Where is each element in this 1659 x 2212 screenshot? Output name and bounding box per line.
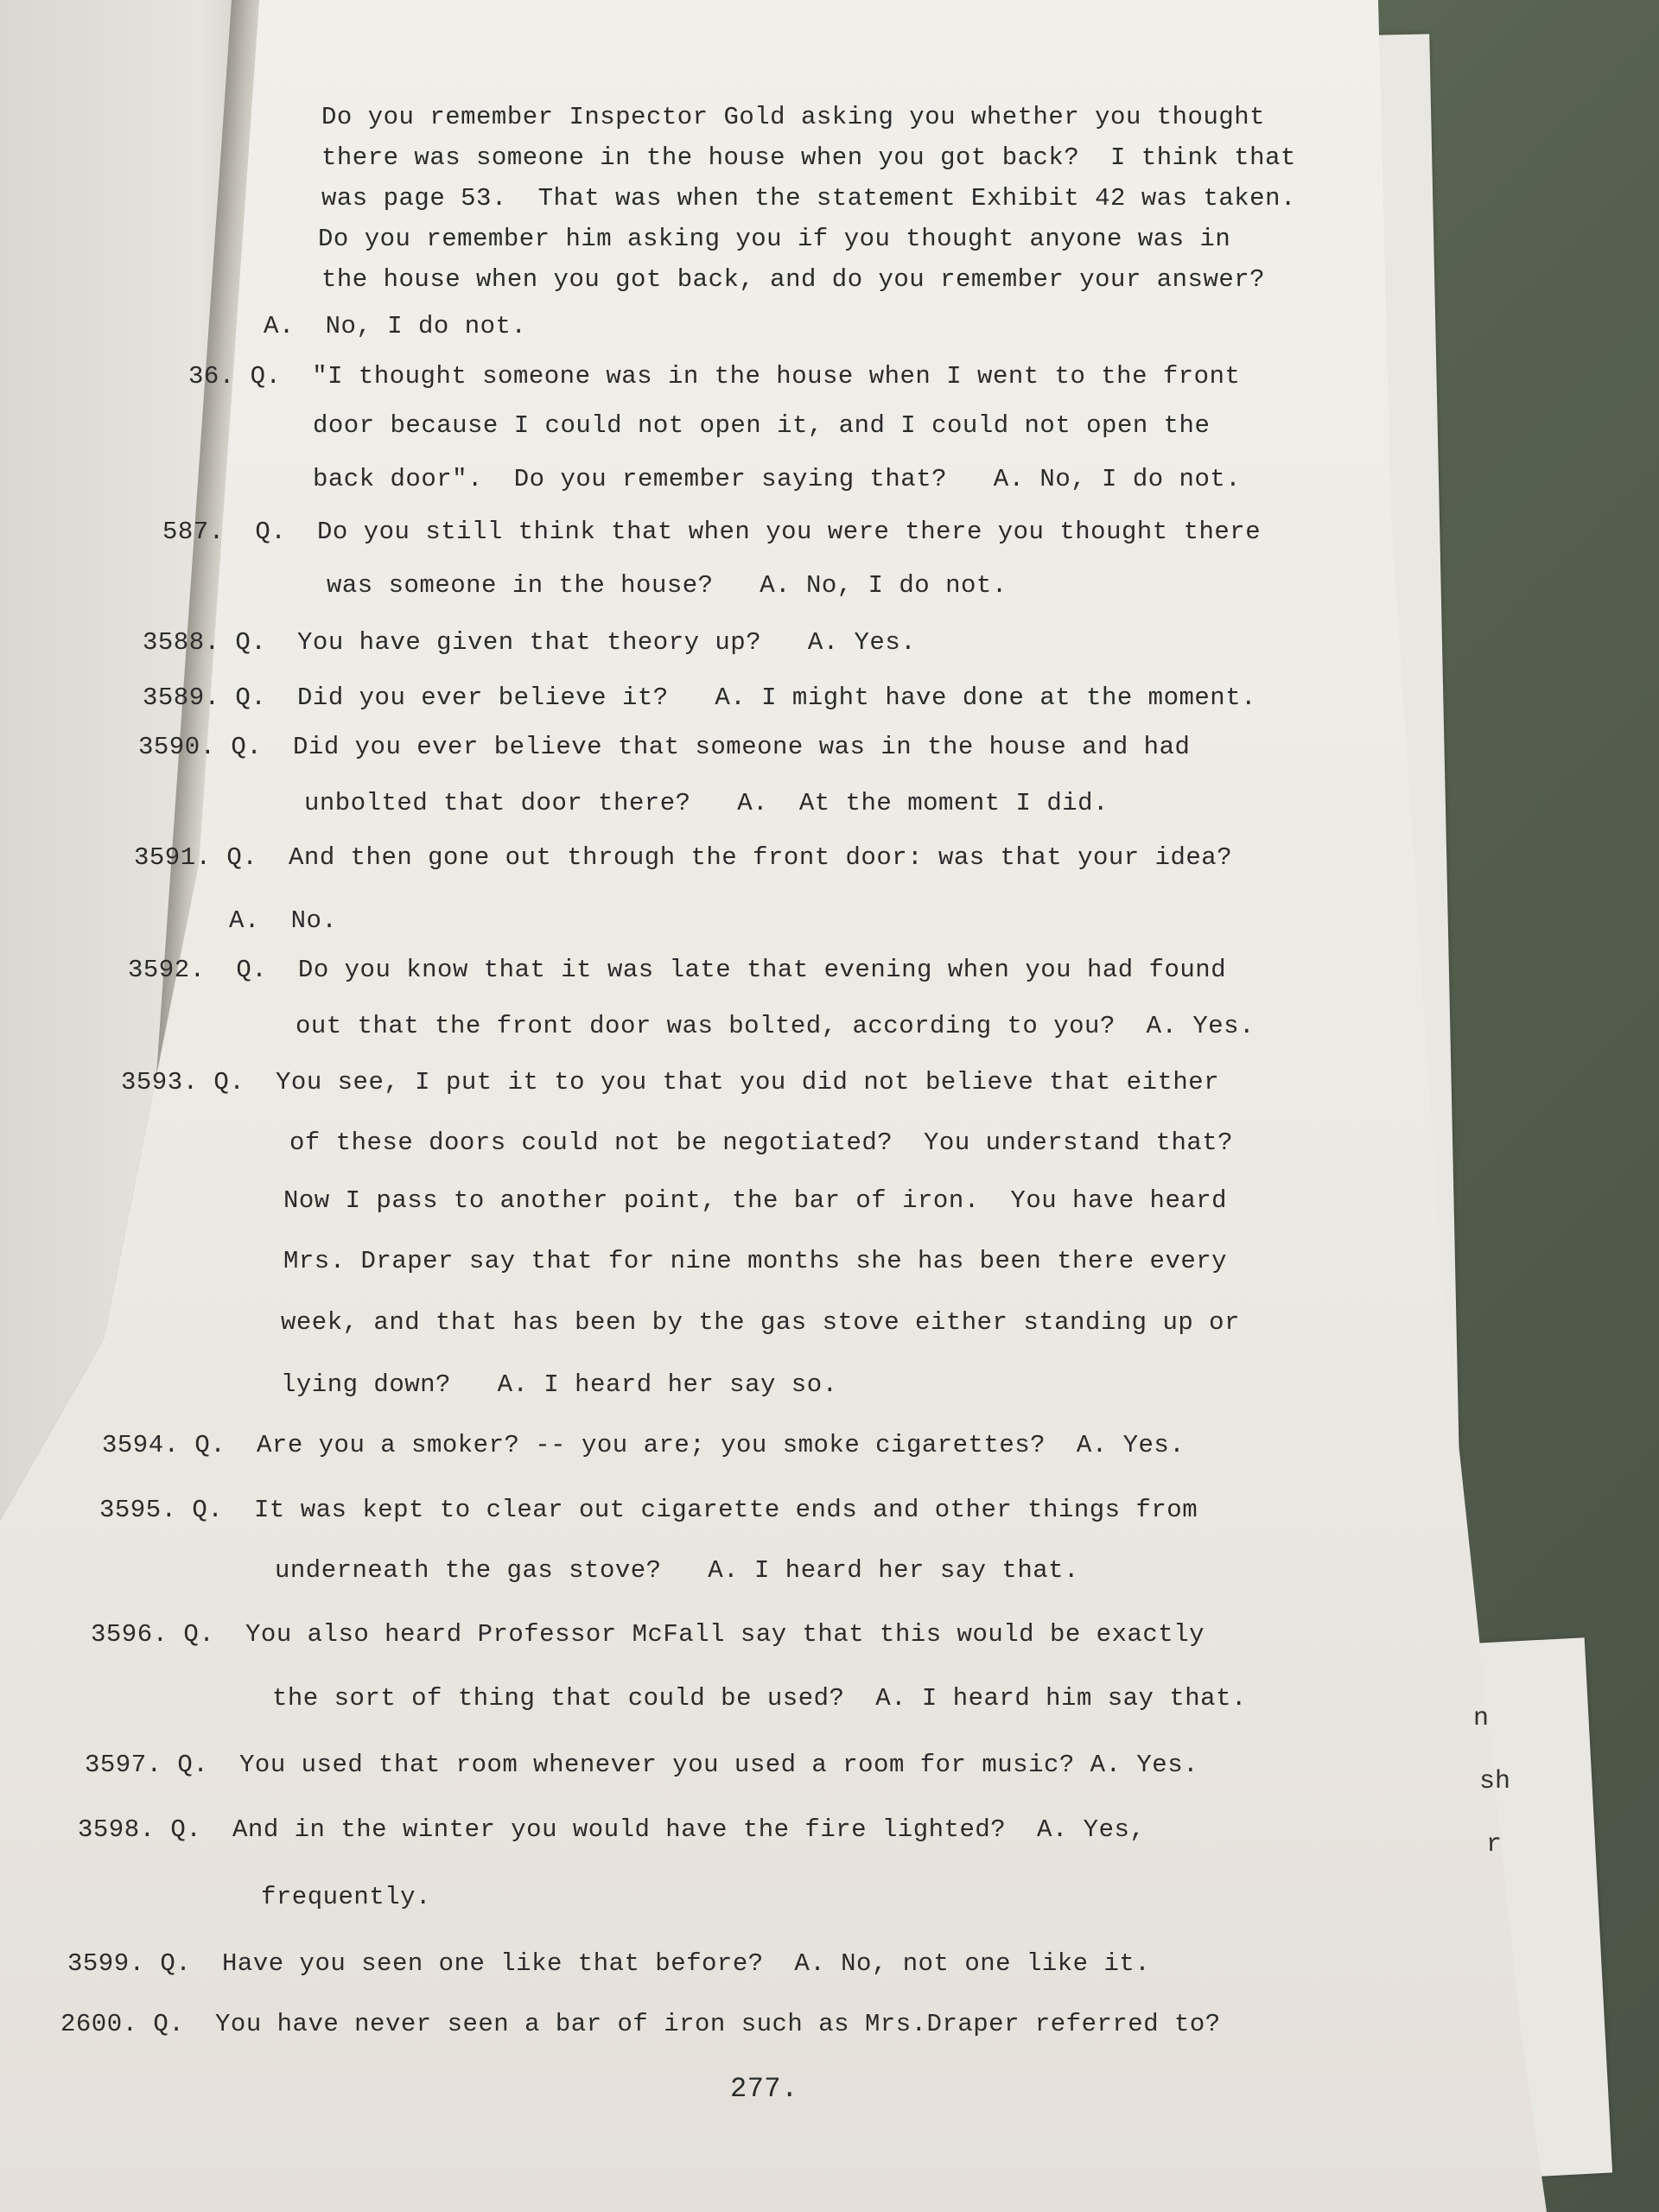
transcript-line: frequently. [261,1883,431,1911]
transcript-line: underneath the gas stove? A. I heard her say that. [275,1556,1079,1585]
transcript-line: back door". Do you remember saying that? A. No, I do not. [313,465,1242,493]
transcript-line: A. No, I do not. [264,312,527,340]
transcript-line: week, and that has been by the gas stove either standing up or [281,1308,1240,1337]
transcript-line: Do you remember Inspector Gold asking you whether you thought [321,103,1266,131]
transcript-line: door because I could not open it, and I could not open the [313,411,1211,440]
transcript-line: was someone in the house? A. No, I do not. [327,571,1007,600]
transcript-line: Now I pass to another point, the bar of iron. You have heard [283,1186,1228,1215]
edge-text-fragment: n [1473,1704,1490,1733]
transcript-line: lying down? A. I heard her say so. [281,1370,838,1399]
transcript-line: 3588. Q. You have given that theory up? A. Yes. [143,628,917,657]
transcript-line: 3593. Q. You see, I put it to you that you did not believe that either [121,1068,1220,1096]
transcript-line: 3598. Q. And in the winter you would have the fire lighted? A. Yes, [78,1815,1146,1844]
transcript-line: 3589. Q. Did you ever believe it? A. I might have done at the moment. [143,683,1257,712]
transcript-line: 3590. Q. Did you ever believe that someone was in the house and had [138,733,1191,761]
transcript-line: there was someone in the house when you got back? I think that [321,143,1296,172]
transcript-line: of these doors could not be negotiated? You understand that? [289,1128,1234,1157]
transcript-line: 3594. Q. Are you a smoker? -- you are; you smoke cigarettes? A. Yes. [102,1431,1185,1459]
transcript-line: Mrs. Draper say that for nine months she has been there every [283,1247,1228,1275]
transcript-line: 3595. Q. It was kept to clear out cigarette ends and other things from [99,1496,1198,1524]
transcript-line: unbolted that door there? A. At the moment I did. [304,789,1109,817]
transcript-line: 587. Q. Do you still think that when you were there you thought there [162,518,1262,546]
transcript-line: 2600. Q. You have never seen a bar of iron such as Mrs.Draper referred to? [60,2010,1221,2038]
edge-text-fragment: sh [1479,1767,1511,1796]
transcript-line: 3591. Q. And then gone out through the front door: was that your idea? [134,843,1233,872]
transcript-line: the sort of thing that could be used? A. I heard him say that. [272,1684,1247,1713]
transcript-line: 3599. Q. Have you seen one like that before? A. No, not one like it. [67,1949,1151,1978]
transcript-line: Do you remember him asking you if you thought anyone was in [318,225,1231,253]
transcript-line: out that the front door was bolted, according to you? A. Yes. [296,1012,1255,1040]
transcript-line: 3597. Q. You used that room whenever you used a room for music? A. Yes. [85,1751,1199,1779]
page-number: 277. [730,2073,798,2105]
transcript-line: was page 53. That was when the statement Exhibit 42 was taken. [321,184,1296,213]
transcript-line: 3596. Q. You also heard Professor McFall say that this would be exactly [91,1620,1205,1649]
transcript-line: A. No. [229,906,338,935]
transcript-line: 36. Q. "I thought someone was in the house when I went to the front [188,362,1241,391]
edge-text-fragment: r [1486,1830,1503,1859]
transcript-line: the house when you got back, and do you remember your answer? [321,265,1266,294]
transcript-line: 3592. Q. Do you know that it was late that evening when you had found [128,956,1227,984]
